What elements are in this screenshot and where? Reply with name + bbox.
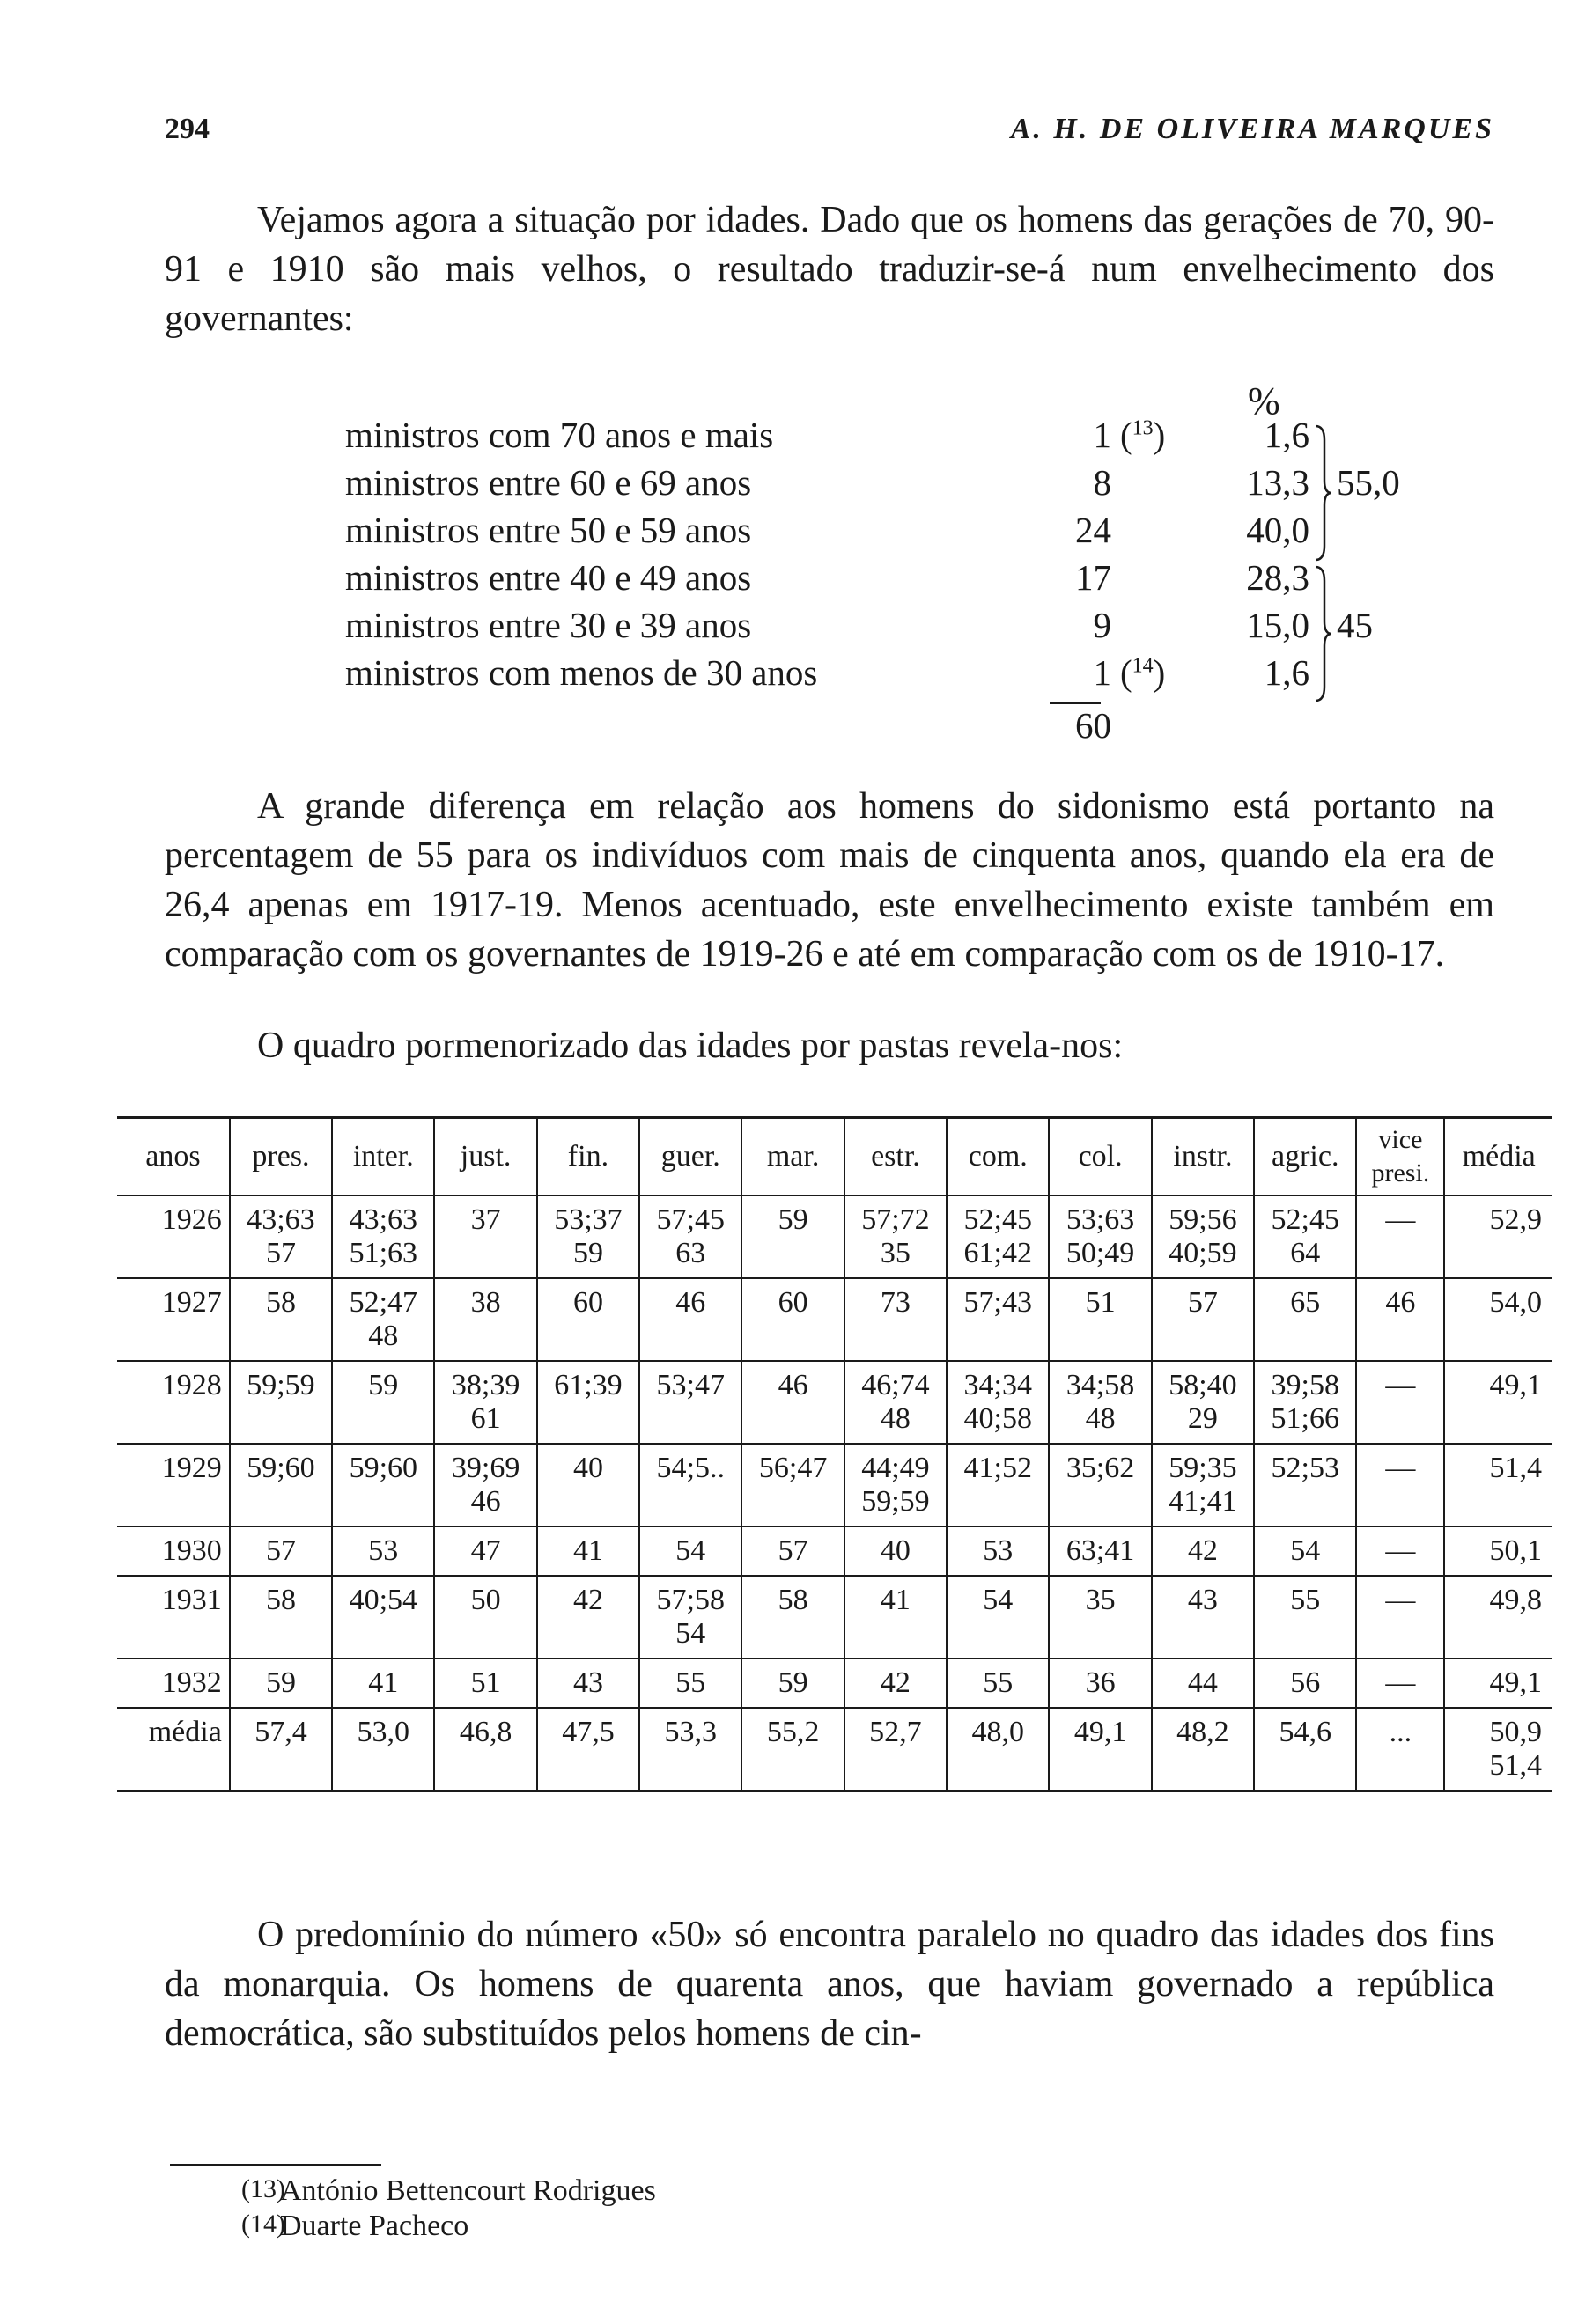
col-header: média — [1444, 1118, 1552, 1196]
age-count: 8 — [1093, 462, 1111, 503]
age-cell: 36 — [1049, 1658, 1151, 1708]
brace-lower-icon — [1314, 563, 1333, 704]
col-header: vice presi. — [1356, 1118, 1444, 1196]
age-percent: 1,6 — [1264, 415, 1309, 455]
age-cell: 35 — [1049, 1576, 1151, 1658]
year-cell: 1930 — [117, 1526, 230, 1576]
age-cell: — — [1356, 1361, 1444, 1444]
age-cell: — — [1356, 1576, 1444, 1658]
age-cell: — — [1356, 1444, 1444, 1526]
age-row — [345, 414, 1419, 461]
age-cell: — — [1356, 1526, 1444, 1576]
age-cell: 59 — [230, 1658, 332, 1708]
average-cell: 50,9 51,4 — [1444, 1708, 1552, 1791]
age-cell: 57 — [1152, 1278, 1254, 1361]
page-number: 294 — [165, 113, 210, 145]
age-cell: 37 — [434, 1195, 536, 1278]
footnote-ref: ($^{14}$) — [1120, 652, 1166, 693]
average-cell: 49,1 — [1444, 1658, 1552, 1708]
footnote-mark: (14) — [241, 2210, 285, 2239]
age-cell: 57;43 — [947, 1278, 1049, 1361]
age-label: ministros com menos de 30 anos — [345, 652, 818, 693]
table-row — [117, 1361, 1552, 1444]
age-cell: 59;35 41;41 — [1152, 1444, 1254, 1526]
age-cell: ... — [1356, 1708, 1444, 1791]
age-cell: 59 — [741, 1658, 844, 1708]
age-cell: 44;49 59;59 — [844, 1444, 947, 1526]
age-cell: 53;37 59 — [537, 1195, 639, 1278]
age-cell: 34;34 40;58 — [947, 1361, 1049, 1444]
age-cell: 57;58 54 — [639, 1576, 741, 1658]
age-row — [345, 556, 1419, 604]
average-cell: 49,1 — [1444, 1361, 1552, 1444]
age-cell: 56 — [1254, 1658, 1356, 1708]
age-cell: 55 — [947, 1658, 1049, 1708]
age-count: 1 — [1093, 415, 1111, 455]
running-head-author: A. H. DE OLIVEIRA MARQUES — [1010, 113, 1494, 145]
col-header: com. — [947, 1118, 1049, 1196]
age-cell: 47,5 — [537, 1708, 639, 1791]
age-cell: 46 — [639, 1278, 741, 1361]
age-cell: 43 — [537, 1658, 639, 1708]
age-cell: 46,8 — [434, 1708, 536, 1791]
col-header: anos — [117, 1118, 230, 1196]
age-cell: 55,2 — [741, 1708, 844, 1791]
age-percent: 40,0 — [1246, 510, 1309, 550]
year-cell: 1932 — [117, 1658, 230, 1708]
age-cell: 52;53 — [1254, 1444, 1356, 1526]
col-header: instr. — [1152, 1118, 1254, 1196]
age-cell: 42 — [537, 1576, 639, 1658]
age-cell: 58 — [230, 1576, 332, 1658]
year-cell: 1928 — [117, 1361, 230, 1444]
year-cell: 1931 — [117, 1576, 230, 1658]
age-percent: 28,3 — [1246, 557, 1309, 598]
age-cell: 59;60 — [230, 1444, 332, 1526]
age-cell: 57 — [230, 1526, 332, 1576]
average-cell: 49,8 — [1444, 1576, 1552, 1658]
age-cell: 54 — [947, 1576, 1049, 1658]
age-cell: 51 — [1049, 1278, 1151, 1361]
age-cell: 53 — [332, 1526, 434, 1576]
footnote-ref: ($^{13}$) — [1120, 415, 1166, 455]
age-cell: 59;60 — [332, 1444, 434, 1526]
page-header — [165, 113, 1494, 157]
age-cell: 59 — [741, 1195, 844, 1278]
paragraph-conclusion: O predomínio do número «50» só encontra paralelo no quadro das idades dos fins da monarquia. Os homens de quarenta anos, que haviam governado a república democrática, são substituídos pelos homens de cin- — [165, 1915, 1494, 2054]
col-header: fin. — [537, 1118, 639, 1196]
year-cell: 1926 — [117, 1195, 230, 1278]
age-cell: 52;45 61;42 — [947, 1195, 1049, 1278]
age-count: 24 — [1075, 510, 1111, 550]
age-cell: 42 — [1152, 1526, 1254, 1576]
age-cell: 41 — [844, 1576, 947, 1658]
age-cell: 53;47 — [639, 1361, 741, 1444]
age-cell: 48,0 — [947, 1708, 1049, 1791]
age-cell: 41 — [537, 1526, 639, 1576]
footnote-rule — [170, 2164, 381, 2166]
footnote-text: Duarte Pacheco — [280, 2210, 469, 2242]
col-header: mar. — [741, 1118, 844, 1196]
average-cell: 54,0 — [1444, 1278, 1552, 1361]
paragraph-analysis: A grande diferença em relação aos homens do sidonismo está portanto na percentagem de 55 para os indivíduos com mais de cinquenta anos, quando ela era de 26,4 apenas em 1917-19. Menos acentuado, este envelhecimento existe também em comparação com os governantes de 1919-26 e até em comparação com os de 1910-17. — [165, 786, 1494, 974]
col-header: agric. — [1254, 1118, 1356, 1196]
age-cell: 60 — [741, 1278, 844, 1361]
age-percent: 13,3 — [1246, 462, 1309, 503]
age-cell: 55 — [639, 1658, 741, 1708]
age-cell: 43;63 57 — [230, 1195, 332, 1278]
average-cell: 52,9 — [1444, 1195, 1552, 1278]
table-row — [117, 1195, 1552, 1278]
group-upper-percent: 55,0 — [1337, 462, 1400, 503]
age-cell: 43;63 51;63 — [332, 1195, 434, 1278]
age-cell: 57,4 — [230, 1708, 332, 1791]
age-cell: 65 — [1254, 1278, 1356, 1361]
age-cell: 59;59 — [230, 1361, 332, 1444]
age-cell: 34;58 48 — [1049, 1361, 1151, 1444]
footnote-text: António Bettencourt Rodrigues — [280, 2174, 656, 2207]
age-row — [345, 604, 1419, 651]
age-total: 60 — [1075, 705, 1111, 746]
age-cell: 38 — [434, 1278, 536, 1361]
age-percent: 15,0 — [1246, 605, 1309, 645]
footnote-13 — [241, 2174, 656, 2208]
age-cell: 61;39 — [537, 1361, 639, 1444]
age-cell: 54,6 — [1254, 1708, 1356, 1791]
paragraph-table-intro: O quadro pormenorizado das idades por pastas revela-nos: — [257, 1026, 1124, 1066]
age-count: 17 — [1075, 557, 1111, 598]
age-cell: 56;47 — [741, 1444, 844, 1526]
age-cell: 53;63 50;49 — [1049, 1195, 1151, 1278]
age-cell: 46 — [1356, 1278, 1444, 1361]
average-cell: 50,1 — [1444, 1526, 1552, 1576]
age-cell: 39;69 46 — [434, 1444, 536, 1526]
age-cell: — — [1356, 1658, 1444, 1708]
age-cell: 53,3 — [639, 1708, 741, 1791]
col-header: estr. — [844, 1118, 947, 1196]
age-label: ministros entre 50 e 59 anos — [345, 510, 752, 550]
age-cell: 73 — [844, 1278, 947, 1361]
table-row — [117, 1658, 1552, 1708]
col-header: pres. — [230, 1118, 332, 1196]
age-cell: 50 — [434, 1576, 536, 1658]
age-cell: 57;72 35 — [844, 1195, 947, 1278]
age-cell: 47 — [434, 1526, 536, 1576]
age-cell: 41;52 — [947, 1444, 1049, 1526]
age-cell: 52;45 64 — [1254, 1195, 1356, 1278]
age-label: ministros entre 30 e 39 anos — [345, 605, 752, 645]
table-row — [117, 1708, 1552, 1791]
table-row — [117, 1444, 1552, 1526]
age-percent: 1,6 — [1264, 652, 1309, 693]
col-header: guer. — [639, 1118, 741, 1196]
age-count: 1 — [1093, 652, 1111, 693]
age-count: 9 — [1093, 605, 1111, 645]
age-cell: 59;56 40;59 — [1152, 1195, 1254, 1278]
percent-header: % — [1248, 379, 1280, 423]
age-cell: 54;5.. — [639, 1444, 741, 1526]
age-cell: 54 — [1254, 1526, 1356, 1576]
age-cell: 54 — [639, 1526, 741, 1576]
age-label: ministros entre 40 e 49 anos — [345, 557, 752, 598]
age-label: ministros entre 60 e 69 anos — [345, 462, 752, 503]
col-header: just. — [434, 1118, 536, 1196]
paragraph-intro: Vejamos agora a situação por idades. Dado que os homens das gerações de 70, 90-91 e 1910 são mais velhos, o resultado traduzir-se-á num envelhecimento dos governantes: — [165, 200, 1494, 339]
age-cell: 63;41 — [1049, 1526, 1151, 1576]
group-lower-percent: 45 — [1337, 605, 1373, 645]
year-cell: 1927 — [117, 1278, 230, 1361]
age-cell: 44 — [1152, 1658, 1254, 1708]
average-cell: 51,4 — [1444, 1444, 1552, 1526]
age-cell: 57;45 63 — [639, 1195, 741, 1278]
age-cell: — — [1356, 1195, 1444, 1278]
ages-by-ministry-table — [117, 1116, 1552, 1792]
brace-upper-icon — [1314, 423, 1333, 563]
col-header: inter. — [332, 1118, 434, 1196]
age-cell: 38;39 61 — [434, 1361, 536, 1444]
age-cell: 58 — [741, 1576, 844, 1658]
table-row — [117, 1576, 1552, 1658]
age-cell: 52;47 48 — [332, 1278, 434, 1361]
year-cell: 1929 — [117, 1444, 230, 1526]
age-cell: 55 — [1254, 1576, 1356, 1658]
age-row — [345, 461, 1419, 509]
year-cell: média — [148, 1716, 222, 1748]
age-cell: 53,0 — [332, 1708, 434, 1791]
age-cell: 60 — [537, 1278, 639, 1361]
age-cell: 59 — [332, 1361, 434, 1444]
age-cell: 46;74 48 — [844, 1361, 947, 1444]
age-cell: 42 — [844, 1658, 947, 1708]
age-cell: 39;58 51;66 — [1254, 1361, 1356, 1444]
age-cell: 40 — [844, 1526, 947, 1576]
age-cell: 35;62 — [1049, 1444, 1151, 1526]
table-row — [117, 1526, 1552, 1576]
footnote-14 — [241, 2210, 469, 2243]
age-cell: 40;54 — [332, 1576, 434, 1658]
age-cell: 52,7 — [844, 1708, 947, 1791]
age-row — [345, 509, 1419, 556]
age-cell: 58;40 29 — [1152, 1361, 1254, 1444]
col-header: col. — [1049, 1118, 1151, 1196]
table-header-row — [117, 1118, 1552, 1196]
age-cell: 53 — [947, 1526, 1049, 1576]
age-cell: 58 — [230, 1278, 332, 1361]
age-cell: 48,2 — [1152, 1708, 1254, 1791]
table-row — [117, 1278, 1552, 1361]
age-label: ministros com 70 anos e mais — [345, 415, 774, 455]
age-cell: 57 — [741, 1526, 844, 1576]
age-cell: 46 — [741, 1361, 844, 1444]
age-row — [345, 651, 1419, 699]
age-cell: 40 — [537, 1444, 639, 1526]
age-cell: 43 — [1152, 1576, 1254, 1658]
age-cell: 51 — [434, 1658, 536, 1708]
footnote-mark: (13) — [241, 2174, 285, 2203]
age-cell: 49,1 — [1049, 1708, 1151, 1791]
age-cell: 41 — [332, 1658, 434, 1708]
age-distribution-list — [345, 379, 1419, 748]
